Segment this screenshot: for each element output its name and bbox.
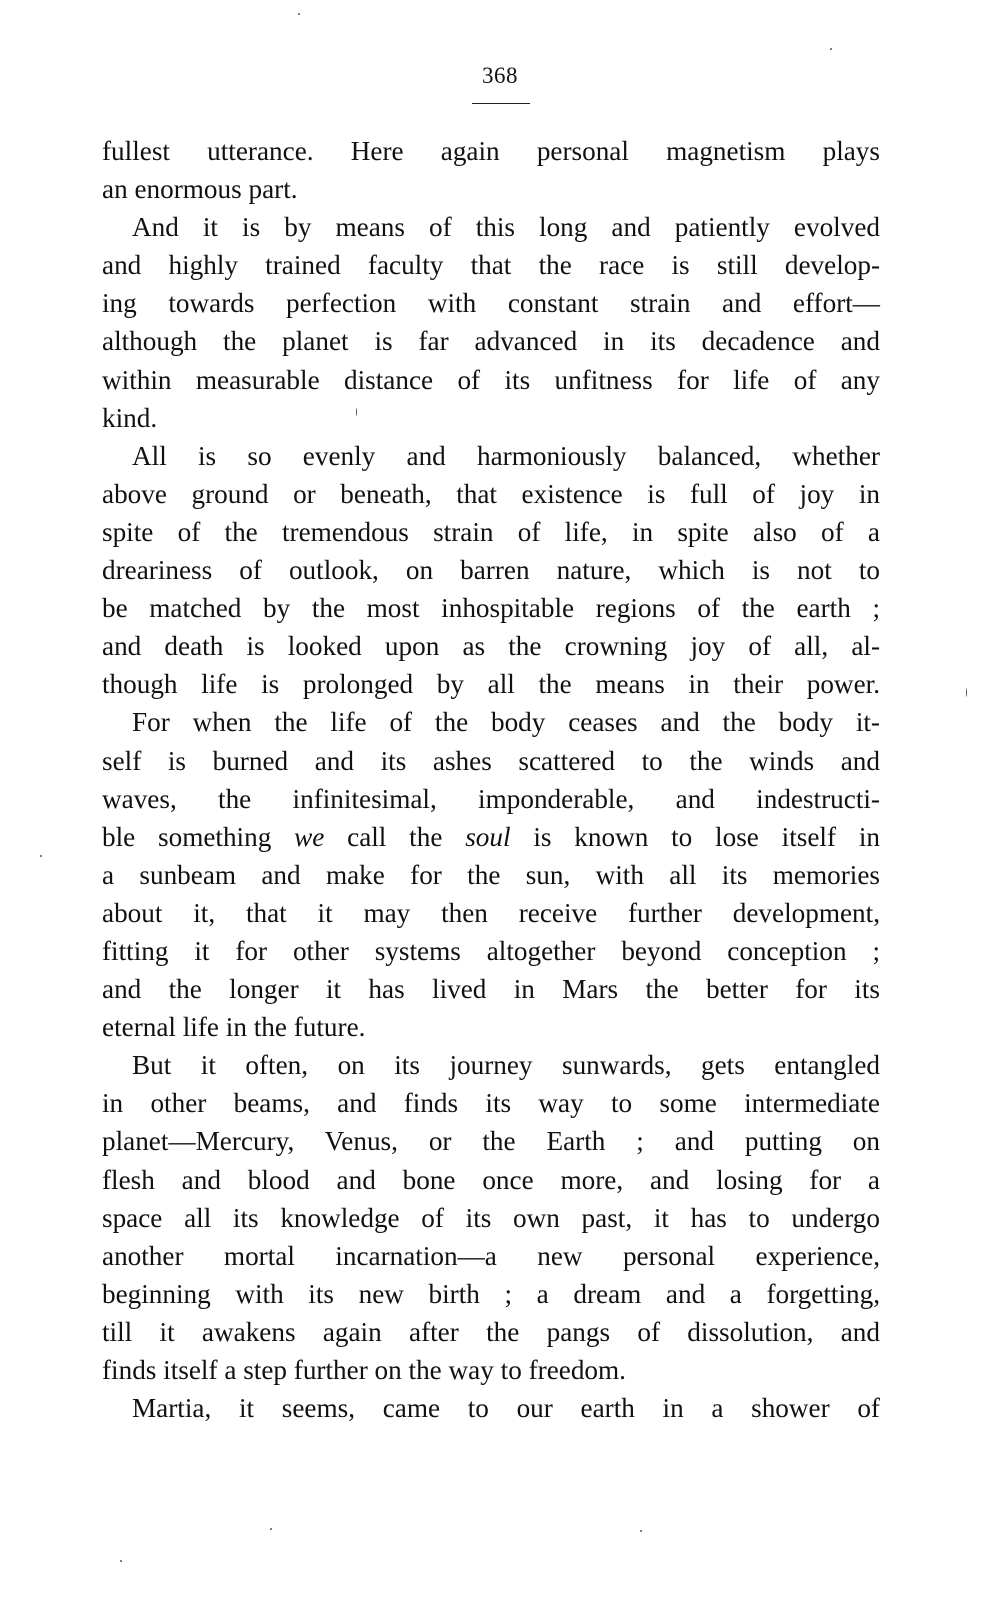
scan-speck — [40, 855, 42, 857]
text-line: and the longer it has lived in Mars the better for its — [102, 974, 880, 1005]
text-line: dreariness of outlook, on barren nature, which is not to — [102, 555, 880, 586]
text-fragment: ble something — [102, 821, 295, 852]
text-line: kind. — [102, 402, 158, 433]
text-line: And it is by means of this long and patiently evolved — [132, 212, 880, 243]
text-line: All is so evenly and harmoniously balanced, whether — [132, 440, 880, 471]
text-line: although the planet is far advanced in its decadence and — [102, 326, 880, 357]
text-line: another mortal incarnation—a new personal experience, — [102, 1240, 880, 1271]
text-line: finds itself a step further on the way to freedom. — [102, 1355, 626, 1385]
text-line: above ground or beneath, that existence is full of joy in — [102, 478, 880, 509]
text-line: though life is prolonged by all the means in their power. — [102, 669, 880, 700]
text-line: within measurable distance of its unfitness for life of any — [102, 364, 880, 395]
text-line: and death is looked upon as the crowning joy of all, al- — [102, 631, 880, 662]
text-line: spite of the tremendous strain of life, in spite also of a — [102, 516, 880, 547]
paragraph-5 — [102, 1046, 880, 1389]
text-line: be matched by the most inhospitable regions of the earth ; — [102, 593, 880, 624]
text-line: planet—Mercury, Venus, or the Earth ; and putting on — [102, 1126, 880, 1157]
paragraph-4 — [102, 703, 880, 1046]
scan-speck — [830, 48, 832, 50]
scan-speck — [120, 1560, 122, 1562]
text-fragment: is known to lose itself in — [510, 821, 880, 852]
text-line: Martia, it seems, came to our earth in a shower of — [132, 1393, 880, 1424]
paragraph-2 — [102, 208, 880, 437]
text-line: ing towards perfection with constant strain and effort— — [102, 288, 880, 319]
text-line: waves, the infinitesimal, imponderable, and indestructi- — [102, 783, 880, 814]
body-text — [102, 132, 880, 1427]
paragraph-3 — [102, 437, 880, 704]
italic-word-soul: soul — [465, 821, 511, 852]
scan-speck — [356, 408, 357, 416]
text-line: in other beams, and finds its way to some intermediate — [102, 1088, 880, 1119]
text-line: an enormous part. — [102, 174, 298, 205]
text-line: eternal life in the future. — [102, 1012, 366, 1043]
text-line: fitting it for other systems altogether beyond conception ; — [102, 935, 880, 966]
text-line: space all its knowledge of its own past, it has to undergo — [102, 1202, 880, 1233]
text-line: and highly trained faculty that the race is still develop- — [102, 250, 880, 281]
scan-speck — [298, 13, 300, 15]
italic-word-we: we — [294, 821, 325, 852]
text-line: till it awakens again after the pangs of dissolution, and — [102, 1316, 880, 1347]
text-line: But it often, on its journey sunwards, gets entangled — [132, 1050, 880, 1081]
scan-speck — [966, 688, 967, 697]
text-line: about it, that it may then receive further development, — [102, 897, 880, 928]
paragraph-1 — [102, 132, 880, 208]
text-line: self is burned and its ashes scattered to the winds and — [102, 745, 880, 776]
page-number: 368 — [482, 63, 518, 88]
text-line: fullest utterance. Here again personal magnetism plays — [102, 136, 880, 166]
text-line: For when the life of the body ceases and the body it- — [132, 707, 880, 738]
scan-speck — [640, 1530, 642, 1532]
text-fragment: call the — [324, 821, 466, 852]
text-line-with-italics — [102, 818, 880, 856]
header-rule — [472, 103, 530, 104]
text-line: beginning with its new birth ; a dream and a forgetting, — [102, 1278, 880, 1309]
scan-speck — [270, 1528, 272, 1530]
text-line: a sunbeam and make for the sun, with all its memories — [102, 859, 880, 890]
paragraph-6 — [102, 1389, 880, 1427]
text-line: flesh and blood and bone once more, and losing for a — [102, 1164, 880, 1195]
